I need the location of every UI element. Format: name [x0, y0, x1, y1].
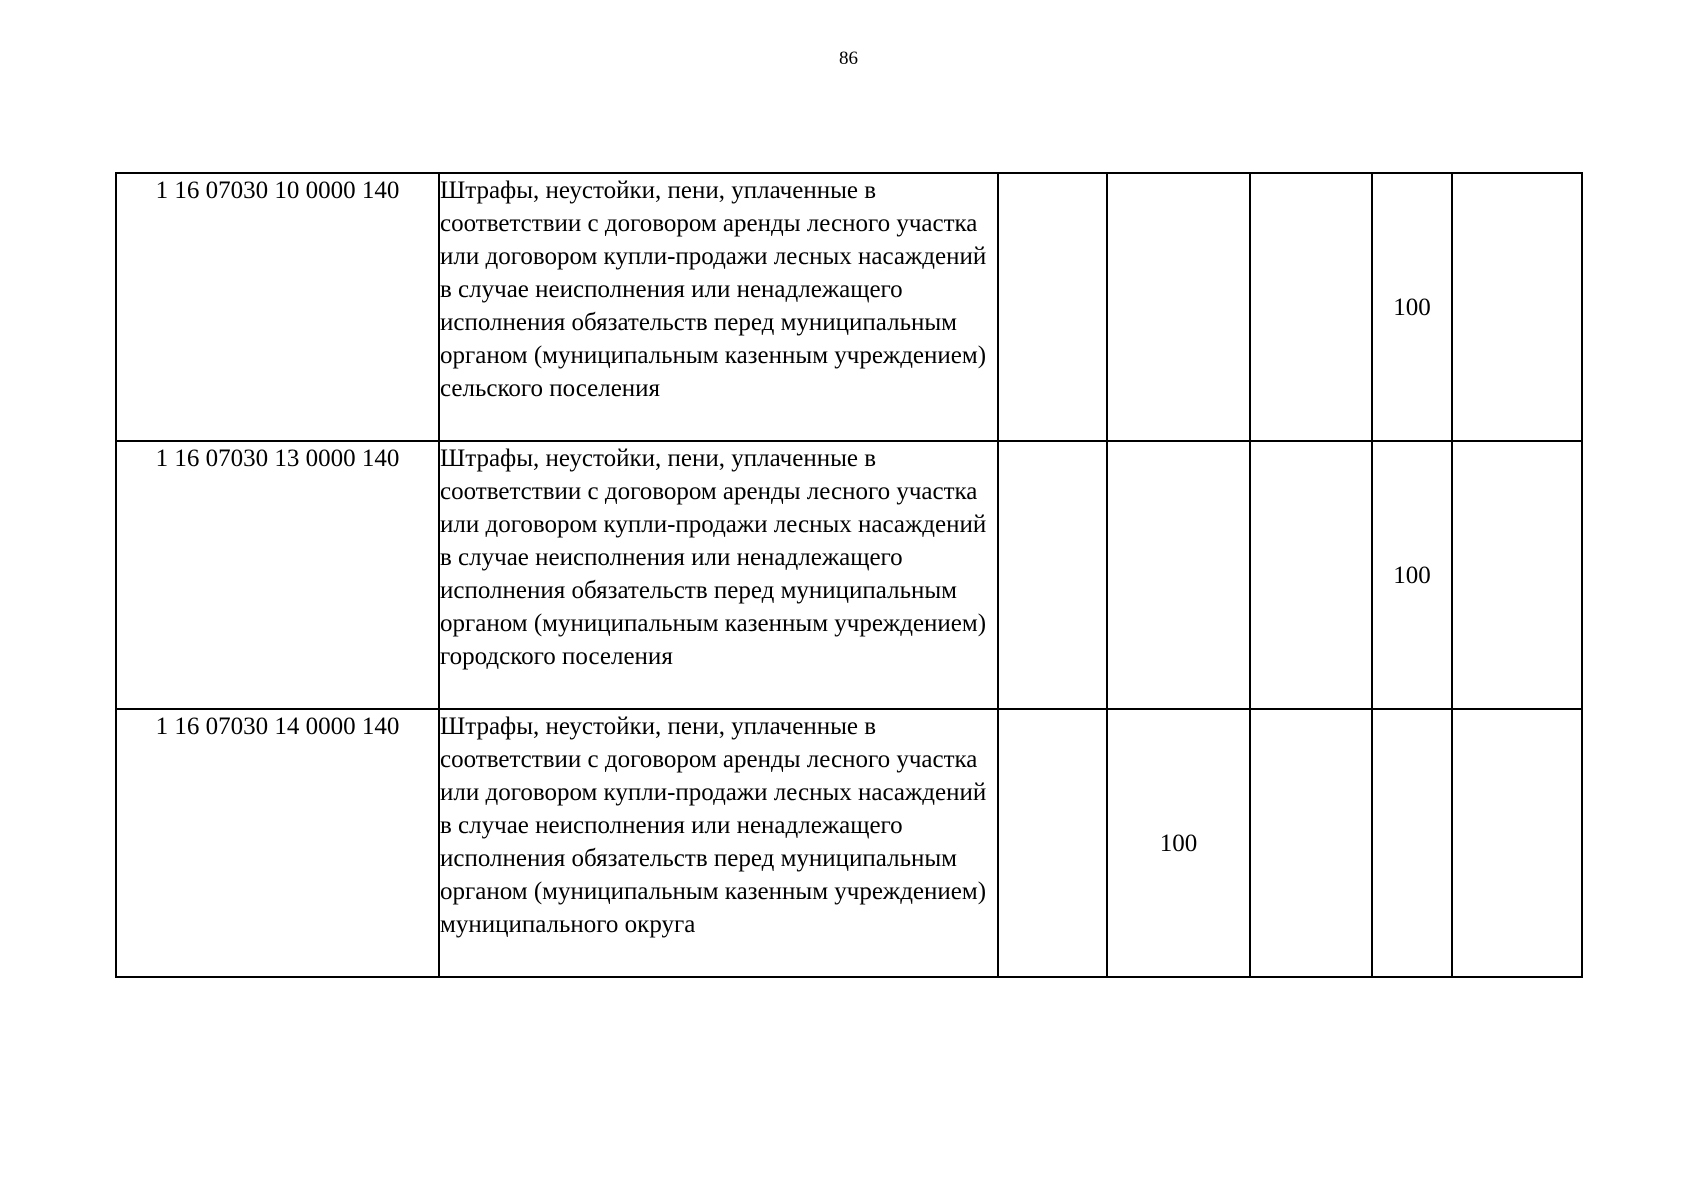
- value-cell-5: [1452, 441, 1582, 709]
- value-cell-2: [1107, 173, 1250, 441]
- value-cell-1: [998, 709, 1107, 977]
- description-cell: Штрафы, неустойки, пени, уплаченные в соответствии с договором аренды лесного участка или договором купли-продажи лесных насаждений в случае неисполнения или ненадлежащего исполнения обязательств перед муниципальным органом (муниципальным казенным учреждением) городского поселения: [439, 441, 998, 709]
- description-cell: Штрафы, неустойки, пени, уплаченные в соответствии с договором аренды лесного участка или договором купли-продажи лесных насаждений в случае неисполнения или ненадлежащего исполнения обязательств перед муниципальным органом (муниципальным казенным учреждением) сельского поселения: [439, 173, 998, 441]
- value-cell-3: [1250, 173, 1372, 441]
- value-cell-4: 100: [1372, 173, 1452, 441]
- value-cell-4: [1372, 709, 1452, 977]
- description-cell: Штрафы, неустойки, пени, уплаченные в соответствии с договором аренды лесного участка или договором купли-продажи лесных насаждений в случае неисполнения или ненадлежащего исполнения обязательств перед муниципальным органом (муниципальным казенным учреждением) муниципального округа: [439, 709, 998, 977]
- table-row: [116, 173, 1582, 441]
- value-cell-3: [1250, 709, 1372, 977]
- budget-code-cell: 1 16 07030 14 0000 140: [116, 709, 439, 977]
- value-cell-4: 100: [1372, 441, 1452, 709]
- budget-code-cell: 1 16 07030 13 0000 140: [116, 441, 439, 709]
- value-cell-1: [998, 173, 1107, 441]
- page-number: 86: [839, 48, 858, 69]
- budget-classification-table: [115, 172, 1583, 978]
- budget-code-cell: 1 16 07030 10 0000 140: [116, 173, 439, 441]
- value-cell-5: [1452, 173, 1582, 441]
- table-row: [116, 709, 1582, 977]
- value-cell-3: [1250, 441, 1372, 709]
- value-cell-1: [998, 441, 1107, 709]
- value-cell-2: 100: [1107, 709, 1250, 977]
- value-cell-2: [1107, 441, 1250, 709]
- value-cell-5: [1452, 709, 1582, 977]
- table-row: [116, 441, 1582, 709]
